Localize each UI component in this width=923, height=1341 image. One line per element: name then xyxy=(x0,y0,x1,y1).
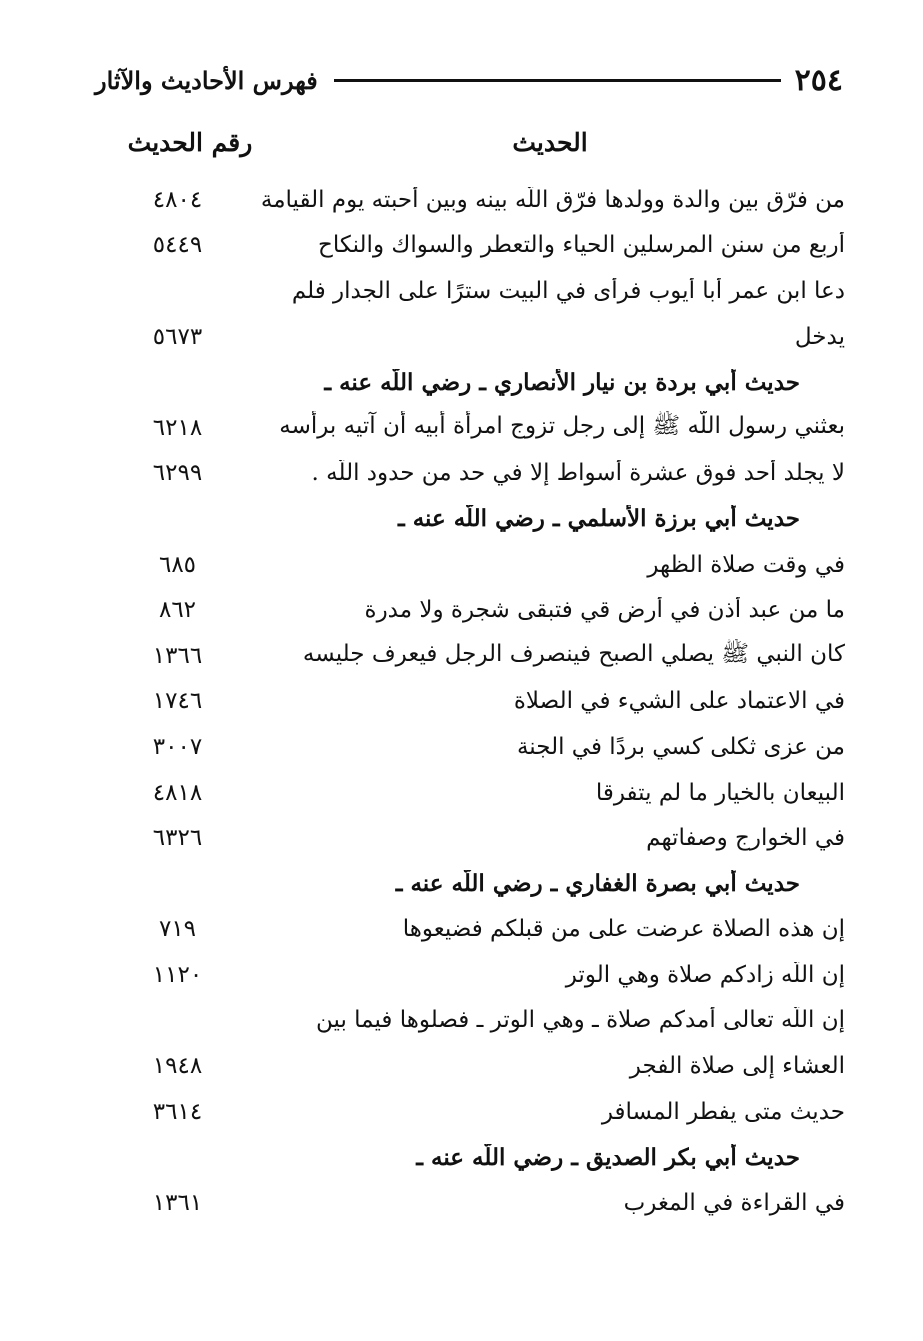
header-rule xyxy=(334,79,781,82)
hadith-row xyxy=(110,268,845,314)
hadith-row xyxy=(110,451,845,497)
hadith-number: ٣٦١٤ xyxy=(152,1098,203,1125)
hadith-number: ١٩٤٨ xyxy=(152,1053,203,1080)
hadith-row xyxy=(110,998,845,1044)
hadith-number: ٣٠٠٧ xyxy=(152,733,203,760)
hadith-number: ٤٨١٨ xyxy=(152,779,203,806)
hadith-number: ١٣٦١ xyxy=(152,1189,203,1216)
running-title: فهرس الأحاديث والآثار xyxy=(95,65,318,95)
hadith-text: دعا ابن عمر أبا أيوب فرأى في البيت سترًا على الجدار فلم xyxy=(291,277,845,304)
hadith-row xyxy=(110,1043,845,1089)
section-heading-row xyxy=(110,496,845,542)
hadith-number: ٦٢٩٩ xyxy=(152,460,203,487)
hadith-row xyxy=(110,952,845,998)
running-header xyxy=(95,60,843,100)
hadith-text: في وقت صلاة الظهر xyxy=(647,551,845,578)
hadith-text: بعثني رسول اللّه ﷺ إلى رجل تزوج امرأة أبيه أن آتيه برأسه xyxy=(279,412,845,439)
hadith-row xyxy=(110,1089,845,1135)
hadith-text: البيعان بالخيار ما لم يتفرقا xyxy=(595,779,845,806)
hadith-row xyxy=(110,314,845,360)
hadith-number: ١١٢٠ xyxy=(152,961,203,988)
column-header-hadith: الحديث xyxy=(512,128,588,157)
hadith-number: ٦٢١٨ xyxy=(152,414,203,441)
hadith-text: العشاء إلى صلاة الفجر xyxy=(629,1053,845,1080)
hadith-text: يدخل xyxy=(794,323,845,350)
hadith-text: في الاعتماد على الشيء في الصلاة xyxy=(513,688,845,715)
hadith-text: لا يجلد أحد فوق عشرة أسواط إلا في حد من حدود اللّه . xyxy=(311,460,845,487)
hadith-number: ٤٨٠٤ xyxy=(152,186,203,213)
hadith-text: حديث متى يفطر المسافر xyxy=(601,1098,845,1125)
section-heading: حديث أبي بردة بن نيار الأنصاري ـ رضي اللّه عنه ـ xyxy=(324,368,800,396)
hadith-number: ٧١٩ xyxy=(158,916,197,943)
hadith-row xyxy=(110,633,845,679)
section-heading: حديث أبي بصرة الغفاري ـ رضي اللّه عنه ـ xyxy=(395,870,800,898)
hadith-number: ٥٤٤٩ xyxy=(152,232,203,259)
hadith-text: ما من عبد أذن في أرض قي فتبقى شجرة ولا مدرة xyxy=(364,597,845,624)
hadith-text: إن هذه الصلاة عرضت على من قبلكم فضيعوها xyxy=(402,916,845,943)
hadith-row xyxy=(110,177,845,223)
hadith-text: أربع من سنن المرسلين الحياء والتعطر والسواك والنكاح xyxy=(318,232,845,259)
hadith-text: إن اللّه زادكم صلاة وهي الوتر xyxy=(565,961,845,988)
hadith-number: ٨٦٢ xyxy=(158,597,197,624)
hadith-number: ١٣٦٦ xyxy=(152,642,203,669)
hadith-index-list xyxy=(110,177,845,1226)
hadith-number: ٥٦٧٣ xyxy=(152,323,203,350)
hadith-row xyxy=(110,542,845,588)
hadith-row xyxy=(110,724,845,770)
section-heading-row xyxy=(110,861,845,907)
hadith-text: إن اللّه تعالى أمدكم صلاة ـ وهي الوتر ـ فصلوها فيما بين xyxy=(316,1007,845,1034)
hadith-number: ٦٣٢٦ xyxy=(152,825,203,852)
hadith-text: كان النبي ﷺ يصلي الصبح فينصرف الرجل فيعرف جليسه xyxy=(302,640,845,667)
hadith-row xyxy=(110,815,845,861)
column-header-number: رقم الحديث xyxy=(127,128,253,157)
page-number: ٢٥٤ xyxy=(794,62,843,98)
section-heading-row xyxy=(110,1134,845,1180)
section-heading: حديث أبي بكر الصديق ـ رضي اللّه عنه ـ xyxy=(416,1143,800,1171)
hadith-text: في الخوارج وصفاتهم xyxy=(646,825,845,852)
hadith-number: ٦٨٥ xyxy=(158,551,197,578)
section-heading: حديث أبي برزة الأسلمي ـ رضي اللّه عنه ـ xyxy=(397,505,800,533)
hadith-row xyxy=(110,907,845,953)
hadith-number: ١٧٤٦ xyxy=(152,688,203,715)
section-heading-row xyxy=(110,359,845,405)
hadith-row xyxy=(110,587,845,633)
hadith-text: في القراءة في المغرب xyxy=(623,1189,845,1216)
hadith-row xyxy=(110,770,845,816)
hadith-row xyxy=(110,223,845,269)
hadith-row xyxy=(110,679,845,725)
hadith-text: من عزى ثكلى كسي بردًا في الجنة xyxy=(516,733,845,760)
hadith-row xyxy=(110,1180,845,1226)
hadith-text: من فرّق بين والدة وولدها فرّق اللّه بينه وبين أحبته يوم القيامة xyxy=(260,186,845,213)
hadith-row xyxy=(110,405,845,451)
